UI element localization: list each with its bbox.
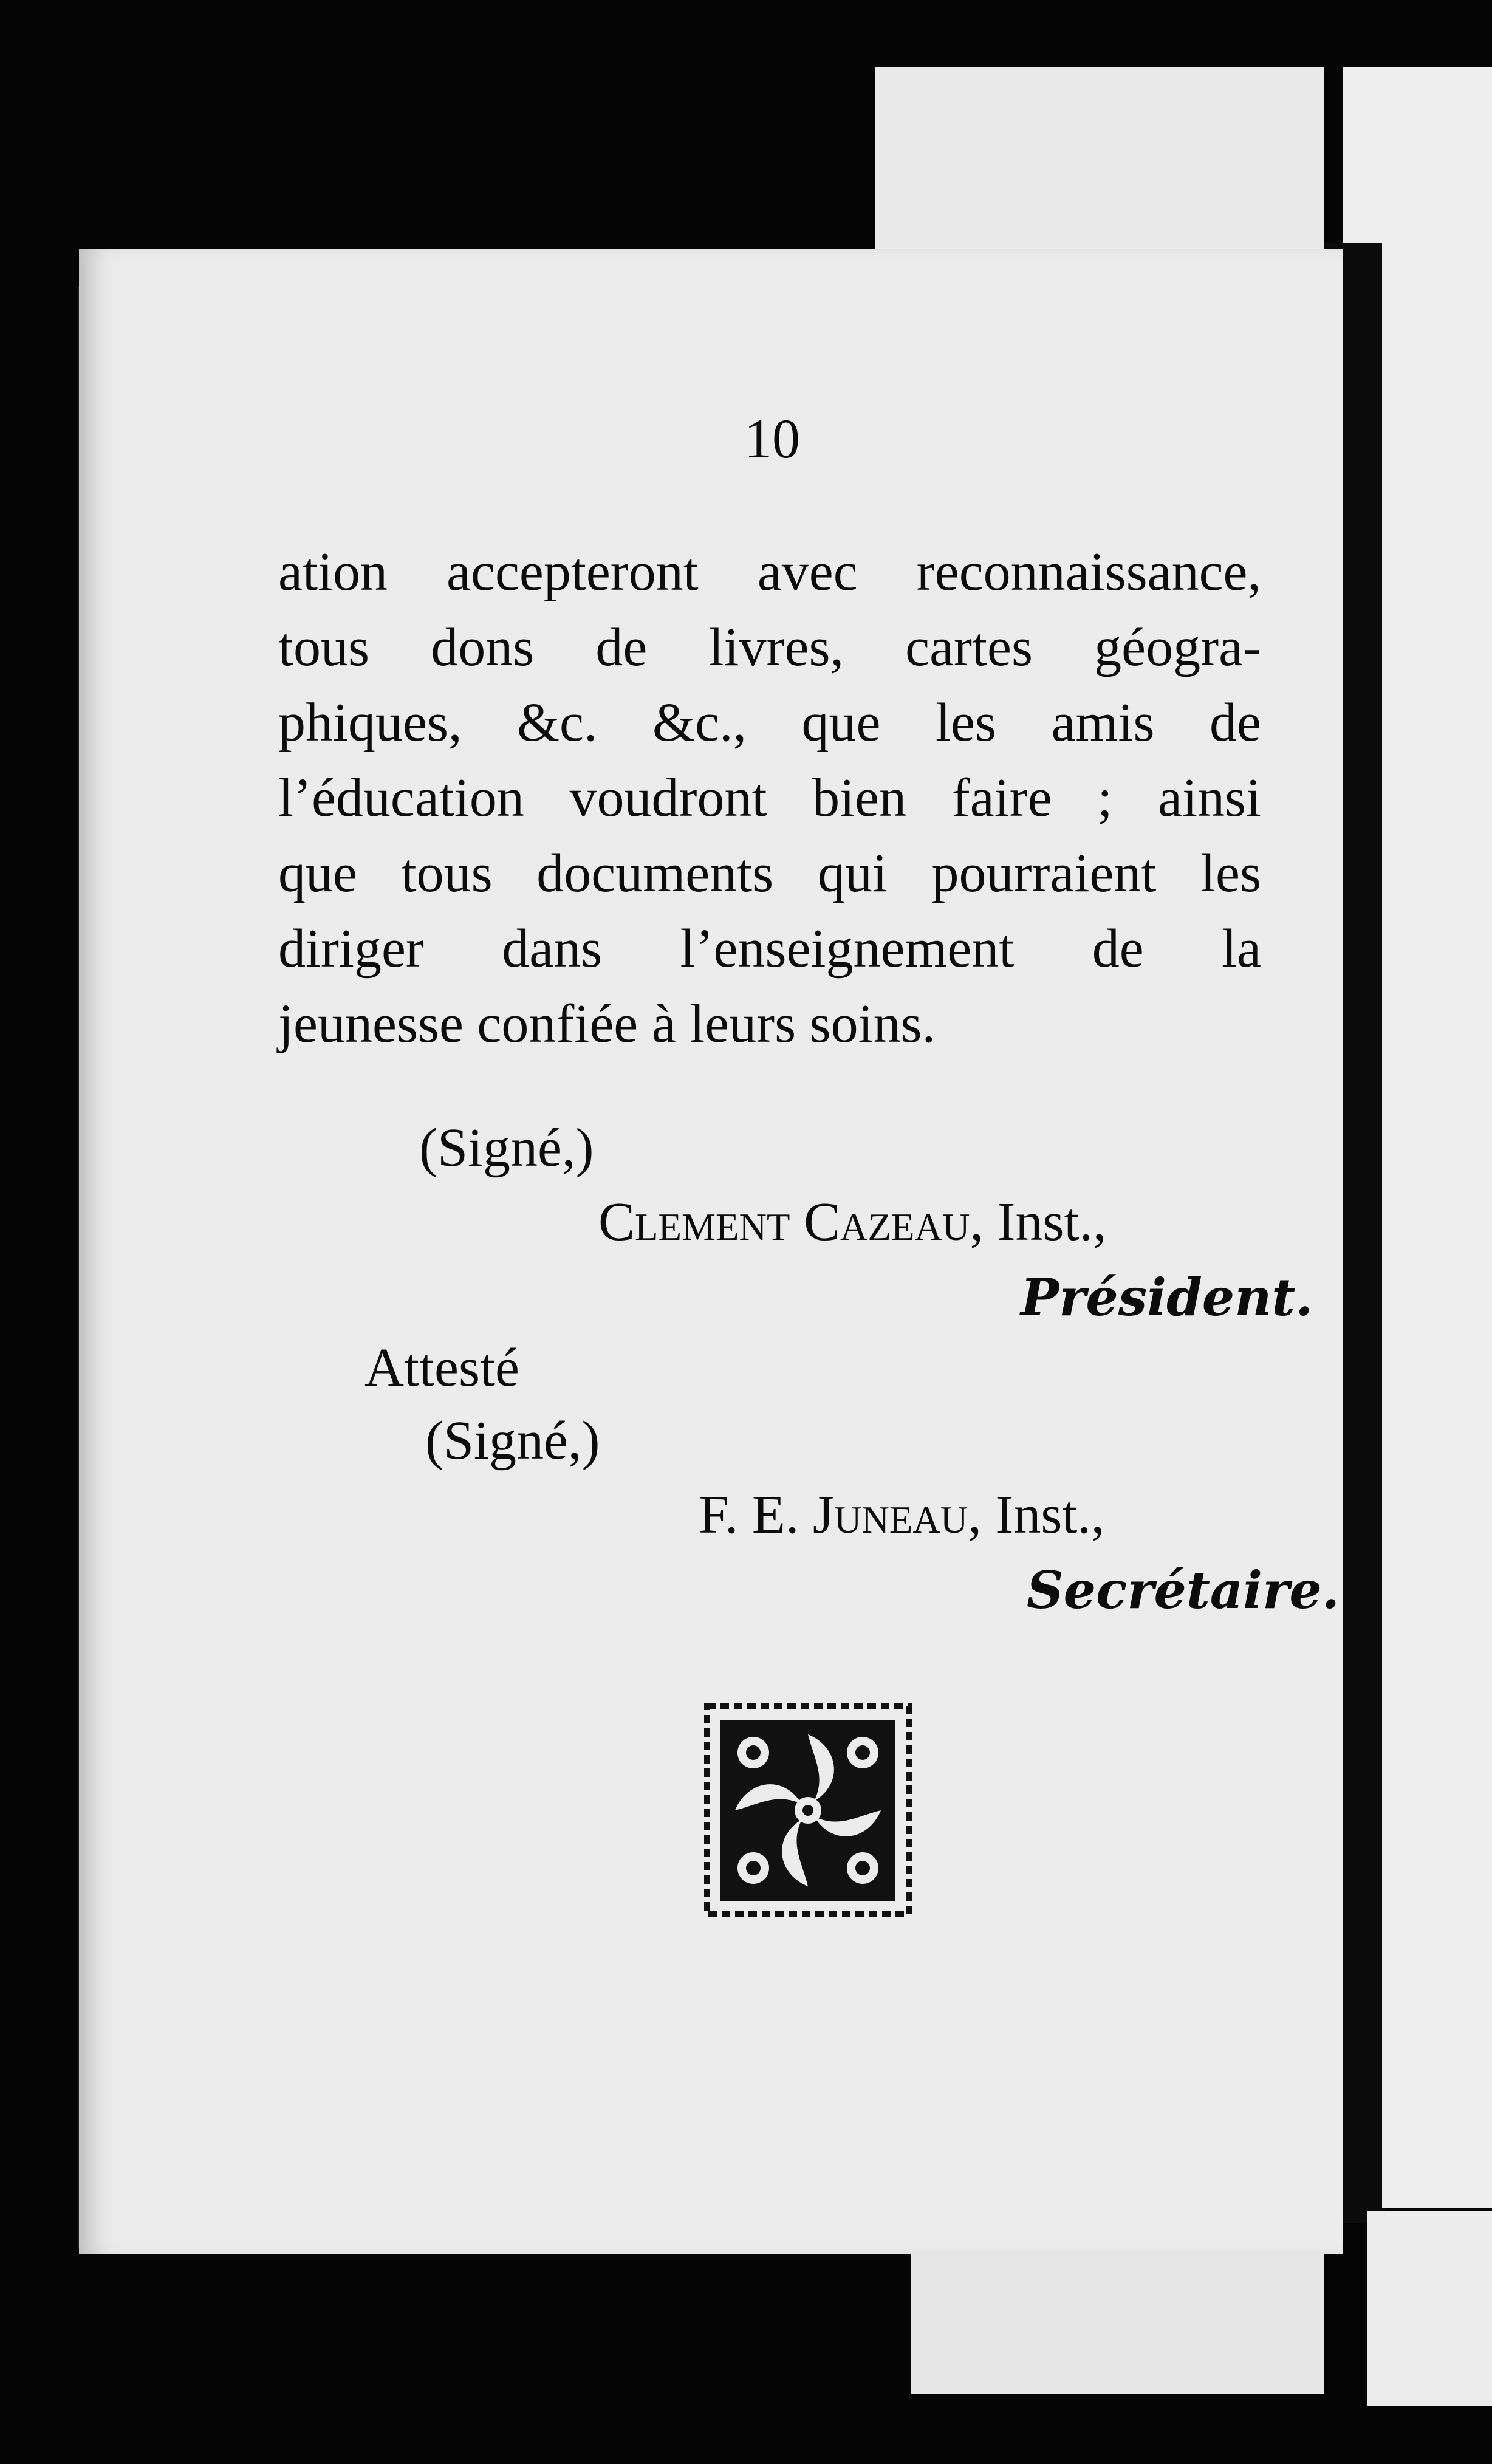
attest-label: Attesté bbox=[364, 1338, 519, 1398]
body-line-7: jeunesse confiée à leurs soins. bbox=[278, 994, 936, 1054]
president-name: Clement Cazeau, Inst., bbox=[598, 1192, 1107, 1252]
back-page-top-right bbox=[1343, 67, 1492, 261]
page-number: 10 bbox=[744, 408, 800, 470]
secretary-signed-label: (Signé,) bbox=[425, 1411, 600, 1471]
body-line-6: diriger dans l’enseignement de la bbox=[278, 919, 1261, 979]
body-line-2: tous dons de livres, cartes géogra- bbox=[278, 617, 1261, 677]
president-title: Président. bbox=[1021, 1267, 1313, 1327]
back-page-bottom-right bbox=[1367, 2211, 1492, 2406]
facing-page-edge bbox=[1382, 240, 1492, 2208]
body-line-1: ation accepteront avec reconnaissance, bbox=[278, 542, 1261, 602]
body-line-3: phiques, &c. &c., que les amis de bbox=[278, 693, 1261, 753]
body-line-4: l’éducation voudront bien faire ; ainsi bbox=[278, 768, 1261, 828]
back-page-top bbox=[875, 67, 1324, 261]
decorative-ornament-icon bbox=[699, 1698, 917, 1923]
body-line-5: que tous documents qui pourraient les bbox=[278, 843, 1261, 903]
secretary-name: F. E. Juneau, Inst., bbox=[699, 1485, 1105, 1545]
president-signed-label: (Signé,) bbox=[419, 1118, 594, 1178]
secretary-title: Secrétaire. bbox=[1027, 1560, 1340, 1620]
